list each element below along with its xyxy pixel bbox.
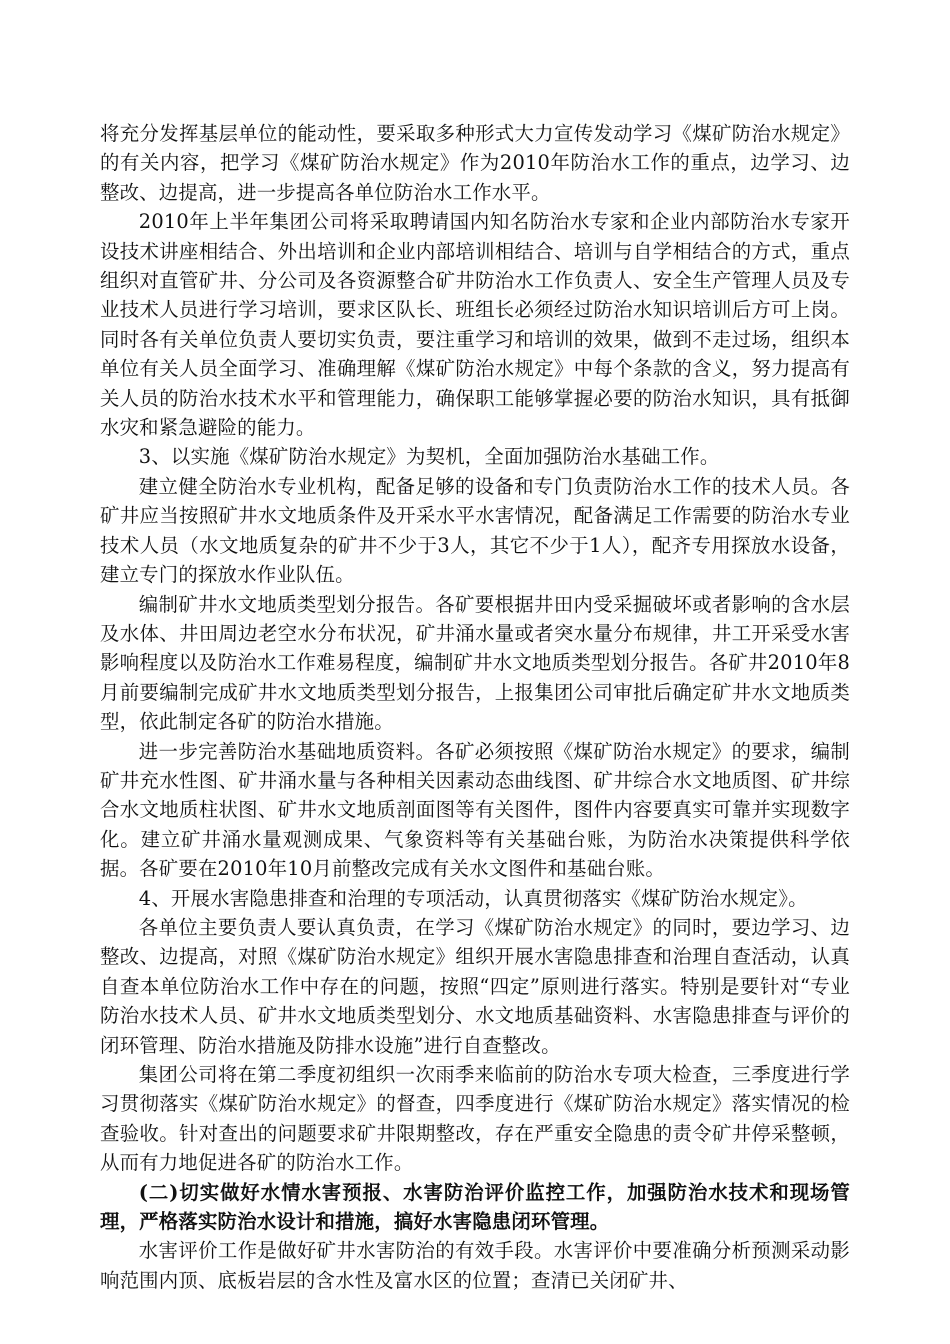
paragraph-1: 将充分发挥基层单位的能动性，要采取多种形式大力宣传发动学习《煤矿防治水规定》的有关内容，把学习《煤矿防治水规定》作为2010年防治水工作的重点，边学习、边整改、边提高，进一步提高各单位防治水工作水平。 (100, 122, 850, 204)
paragraph-9: 水害评价工作是做好矿井水害防治的有效手段。水害评价中要准确分析预测采动影响范围内顶、底板岩层的含水性及富水区的位置；查清已关闭矿井、 (100, 1239, 850, 1292)
section-heading-3: 3、以实施《煤矿防治水规定》为契机，全面加强防治水基础工作。 (138, 445, 720, 469)
paragraph-6: 进一步完善防治水基础地质资料。各矿必须按照《煤矿防治水规定》的要求，编制矿井充水性图、矿井涌水量与各种相关因素动态曲线图、矿井综合水文地质图、矿井综合水文地质柱状图、矿井水文地质剖面图等有关图件，图件内容要真实可靠并实现数字化。建立矿井涌水量观测成果、气象资料等有关基础台账，为防治水决策提供科学依据。各矿要在2010年10月前整改完成有关水文图件和基础台账。 (100, 739, 850, 881)
section-heading-2: (二)切实做好水情水害预报、水害防治评价监控工作，加强防治水技术和现场管理，严格落实防治水设计和措施，搞好水害隐患闭环管理。 (100, 1180, 850, 1234)
document-page (100, 119, 850, 1295)
paragraph-7: 各单位主要负责人要认真负责，在学习《煤矿防治水规定》的同时，要边学习、边整改、边提高，对照《煤矿防治水规定》组织开展水害隐患排查和治理自查活动，认真自查本单位防治水工作中存在的问题，按照“四定”原则进行落实。特别是要针对“专业防治水技术人员、矿井水文地质类型划分、水文地质基础资料、水害隐患排查与评价的闭环管理、防治水措施及防排水设施”进行自查整改。 (100, 915, 850, 1057)
paragraph-2: 2010年上半年集团公司将采取聘请国内知名防治水专家和企业内部防治水专家开设技术讲座相结合、外出培训和企业内部培训相结合、培训与自学相结合的方式，重点组织对直管矿井、分公司及各资源整合矿井防治水工作负责人、安全生产管理人员及专业技术人员进行学习培训，要求区队长、班组长必须经过防治水知识培训后方可上岗。同时各有关单位负责人要切实负责，要注重学习和培训的效果，做到不走过场，组织本单位有关人员全面学习、准确理解《煤矿防治水规定》中每个条款的含义，努力提高有关人员的防治水技术水平和管理能力，确保职工能够掌握必要的防治水知识，具有抵御水灾和紧急避险的能力。 (100, 210, 850, 440)
paragraph-5: 编制矿井水文地质类型划分报告。各矿要根据井田内受采掘破坏或者影响的含水层及水体、井田周边老空水分布状况，矿井涌水量或者突水量分布规律，井工开采受水害影响程度以及防治水工作难易程度，编制矿井水文地质类型划分报告。各矿井2010年8月前要编制完成矿井水文地质类型划分报告，上报集团公司审批后确定矿井水文地质类型，依此制定各矿的防治水措施。 (100, 592, 850, 734)
section-heading-4: 4、开展水害隐患排查和治理的专项活动，认真贯彻落实《煤矿防治水规定》。 (138, 886, 808, 910)
paragraph-8: 集团公司将在第二季度初组织一次雨季来临前的防治水专项大检查，三季度进行学习贯彻落实《煤矿防治水规定》的督查，四季度进行《煤矿防治水规定》落实情况的检查验收。针对查出的问题要求矿井限期整改，存在严重安全隐患的责令矿井停采整顿，从而有力地促进各矿的防治水工作。 (100, 1063, 850, 1175)
paragraph-4: 建立健全防治水专业机构，配备足够的设备和专门负责防治水工作的技术人员。各矿井应当按照矿井水文地质条件及开采水平水害情况，配备满足工作需要的防治水专业技术人员（水文地质复杂的矿井不少于3人，其它不少于1人），配齐专用探放水设备，建立专门的探放水作业队伍。 (100, 474, 850, 587)
